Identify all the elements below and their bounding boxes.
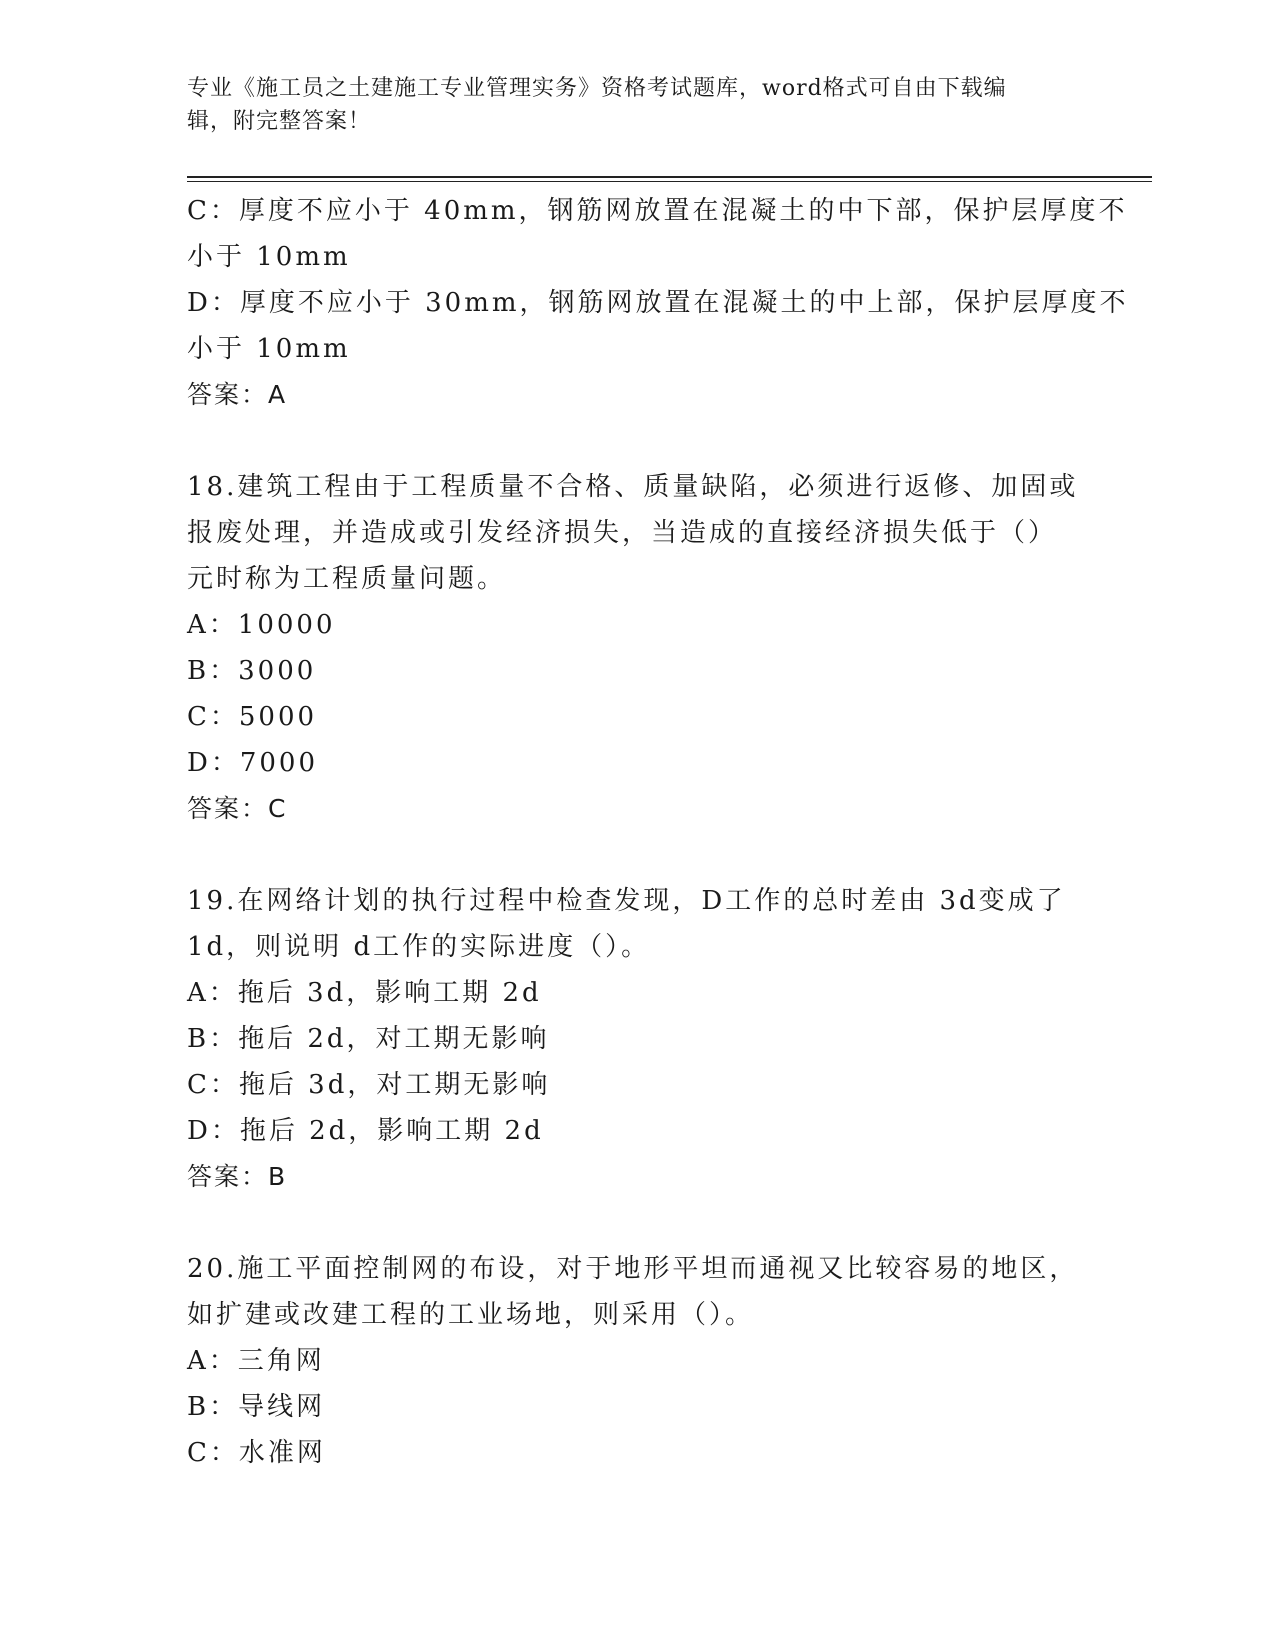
option-a: A：10000 (187, 610, 336, 640)
option-c-line-1: C：厚度不应小于 40mm，钢筋网放置在混凝土的中下部，保护层厚度不 (187, 196, 1128, 226)
answer-19: 答案：B (187, 1162, 288, 1191)
question-spacer (187, 418, 1087, 464)
question-17-tail (187, 188, 1129, 418)
question-spacer (187, 832, 1087, 878)
question-19-stem-line-1: 19.在网络计划的执行过程中检查发现，D工作的总时差由 3d变成了 (187, 886, 1066, 916)
option-c: C：水准网 (187, 1438, 326, 1468)
header-rule-thin (187, 181, 1152, 182)
question-18-stem-line-1: 18.建筑工程由于工程质量不合格、质量缺陷，必须进行返修、加固或 (187, 472, 1079, 502)
header-rule-thick (187, 176, 1152, 178)
option-b: B：导线网 (187, 1392, 326, 1422)
answer-17: 答案：A (187, 380, 288, 409)
question-18-stem-line-2: 报废处理，并造成或引发经济损失，当造成的直接经济损失低于（） (187, 518, 1058, 548)
option-d: D：拖后 2d，影响工期 2d (187, 1116, 544, 1146)
option-c-line-2: 小于 10mm (187, 242, 351, 272)
option-c: C：拖后 3d，对工期无影响 (187, 1070, 551, 1100)
option-a: A：拖后 3d，影响工期 2d (187, 978, 542, 1008)
header-line-2: 辑，附完整答案！ (187, 109, 372, 134)
option-d-line-1: D：厚度不应小于 30mm，钢筋网放置在混凝土的中上部，保护层厚度不 (187, 288, 1129, 318)
question-20-stem-line-1: 20.施工平面控制网的布设，对于地形平坦而通视又比较容易的地区， (187, 1254, 1079, 1284)
question-18 (187, 464, 1087, 832)
option-c: C：5000 (187, 702, 318, 732)
question-18-stem-line-3: 元时称为工程质量问题。 (187, 564, 507, 594)
header-line-1: 专业《施工员之土建施工专业管理实务》资格考试题库，word格式可自由下载编 (187, 76, 1007, 101)
option-d: D：7000 (187, 748, 319, 778)
option-d-line-2: 小于 10mm (187, 334, 351, 364)
question-19-stem-line-2: 1d，则说明 d工作的实际进度（）。 (187, 932, 651, 962)
option-b: B：拖后 2d，对工期无影响 (187, 1024, 550, 1054)
question-spacer (187, 1200, 1087, 1246)
page-header (187, 72, 1087, 138)
option-a: A：三角网 (187, 1346, 325, 1376)
answer-18: 答案：C (187, 794, 288, 823)
option-b: B：3000 (187, 656, 317, 686)
question-20-stem-line-2: 如扩建或改建工程的工业场地，则采用（）。 (187, 1300, 755, 1330)
question-20 (187, 1246, 1087, 1476)
question-19 (187, 878, 1087, 1200)
question-content (187, 188, 1129, 1476)
